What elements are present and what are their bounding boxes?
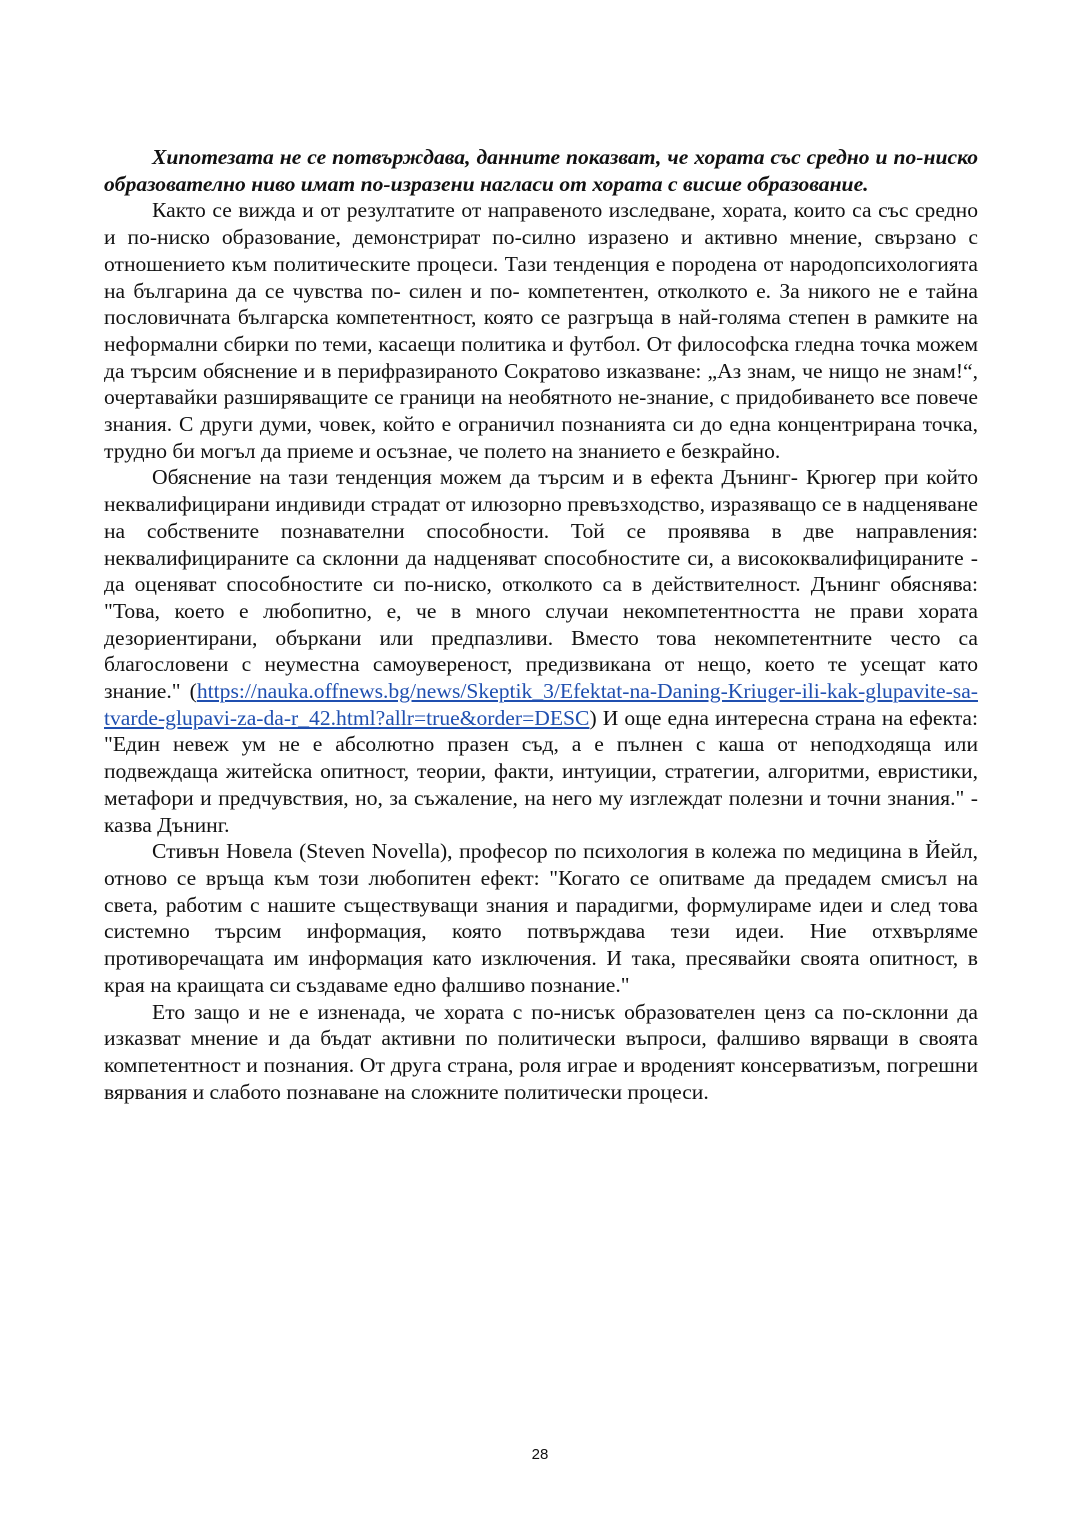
dunning-kruger-text-after: ) И още една интересна страна на ефекта: "Един невеж ум не е абсолютно празен съд, а е пълнен с каша от неподходяща или подвеждаща житейска опитност, теории, факти, интуиции, стратегии, алгоритми, евристики, метафори и предчувствия, но, за съжаление, на него му изглеждат полезни и точни знания." - казва Дънинг. bbox=[104, 705, 978, 837]
document-body bbox=[104, 144, 978, 1105]
paragraph-education-results: Както се вижда и от резултатите от направеното изследване, хората, които са със средно и по-ниско образование, демонстрират по-силно изразено и активно мнение, свързано с отношението към политическите процеси. Тази тенденция е породена от народопсихологията на българина да се чувства по- силен и по- компетентен, отколкото е. За никого не е тайна пословичната българска компетентност, която се разгръща в най-голяма степен в рамките на неформални сбирки по теми, касаещи политика и футбол. От философска гледна точка можем да търсим обяснение и в перифразираното Сократово изказване: „Аз знам, че нищо не знам!“, очертавайки разширяващите се граници на необятното не-знание, с придобиването все повече знания. С други думи, човек, който е ограничил познанията си до една концентрирана точка, трудно би могъл да приеме и осъзнае, че полето на знанието е безкрайно. bbox=[104, 198, 978, 463]
source-link[interactable]: https://nauka.offnews.bg/news/Skeptik_3/Efektat-na-Daning-Kriuger-ili-kak-glupavite-sa-tvarde-glupavi-za-da-r_42.html?allr=true&order=DESC bbox=[104, 679, 978, 730]
paragraph-steven-novella: Стивън Новела (Steven Novella), професор по психология в колежа по медицина в Йейл, отново се връща към този любопитен ефект: "Когато се опитваме да предадем смисъл на света, работим с нашите съществуващи знания и парадигми, формулираме идеи и след това системно търсим информация, която потвърждава тези идеи. Ние отхвърляме противоречащата им информация като изключения. И така, пресявайки своята опитност, в края на краищата си създаваме едно фалшиво познание." bbox=[104, 839, 978, 997]
page-number: 28 bbox=[531, 1446, 549, 1463]
hypothesis-statement: Хипотезата не се потвърждава, данните показват, че хората със средно и по-ниско образователно ниво имат по-изразени нагласи от хората с висше образование. bbox=[104, 145, 978, 196]
dunning-kruger-text-before: Обяснение на тази тенденция можем да търсим и в ефекта Дънинг- Крюгер при който неквалифицирани индивиди страдат от илюзорно превъзходство, изразяващо се в надценяване на собствените познавателни способности. Той се проявява в две направления: неквалифицираните са склонни да надценяват способностите си, а висококвалифицираните - да оценяват способностите си по-ниско, отколкото са в действителност. Дънинг обяснява: "Това, което е любопитно, е, че в много случаи некомпетентността не прави хората дезориентирани, объркани или предпазливи. Вместо това некомпетентните често са благословени с неуместна самоувереност, предизвикана от нещо, което те усещат като знание." ( bbox=[104, 465, 978, 704]
paragraph-conclusion: Ето защо и не е изненада, че хората с по-нисък образователен ценз са по-склонни да изказват мнение и да бъдат активни по политически въпроси, фалшиво вярващи в своята компетентност и познания. От друга страна, роля играе и вроденият консерватизъм, погрешни вярвания и слабото познаване на сложните политически процеси. bbox=[104, 999, 978, 1104]
paragraph-dunning-kruger bbox=[104, 464, 978, 838]
